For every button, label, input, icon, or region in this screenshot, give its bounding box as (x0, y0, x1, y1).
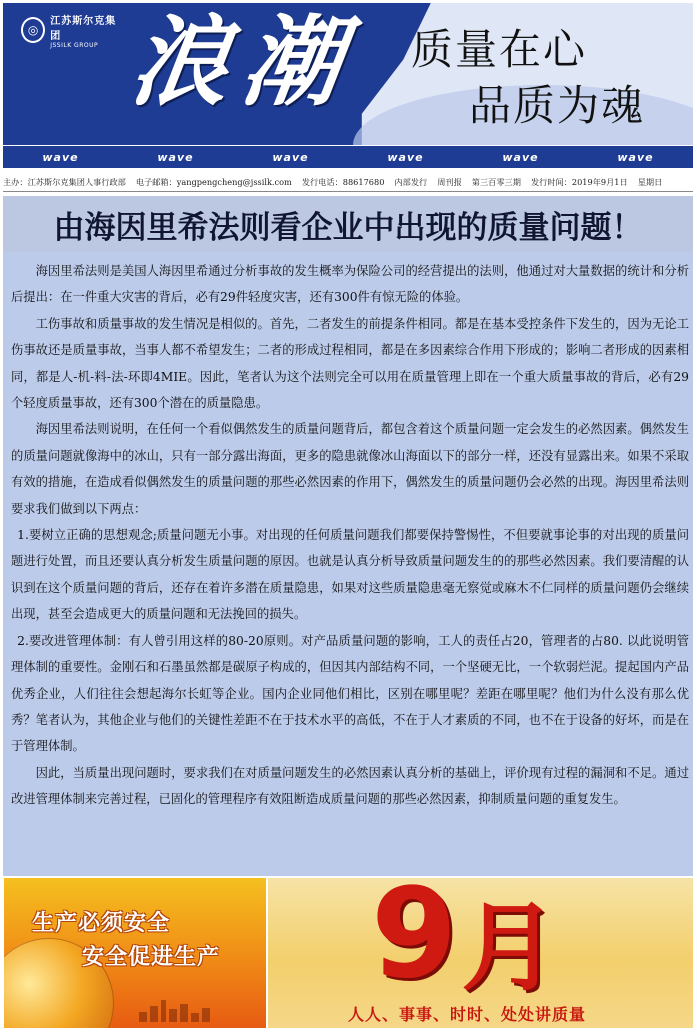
masthead (3, 3, 693, 145)
wave-word: wave (152, 151, 198, 164)
logo-cn: 江苏斯尔克集团 (50, 15, 117, 42)
logo-en: JSSILK GROUP (50, 41, 99, 49)
company-logo (21, 13, 121, 47)
building-shape (161, 1000, 166, 1022)
building-shape (180, 1004, 188, 1022)
article-paragraph: 因此，当质量出现问题时，要求我们在对质量问题发生的必然因素认真分析的基础上，评价现有过程的漏洞和不足。通过改进管理体制来完善过程，已固化的管理程序有效阻断造成质量问题的那些必然因素，抑制质量问题的重复发生。 (11, 765, 689, 807)
info-phone: 发行电话：88617680 (301, 177, 385, 187)
article-paragraph: 海因里希法则是美国人海因里希通过分析事故的发生概率为保险公司的经营提出的法则，他通过对大量数据的统计和分析后提出：在一件重大灾害的背后，必有29件轻度灾害，还有300件有惊无险的体验。 (11, 264, 689, 305)
building-shape (139, 1012, 147, 1022)
city-skyline-graphic (139, 1000, 249, 1022)
info-email: 电子邮箱：yangpengcheng@jssilk.com (135, 177, 292, 187)
publication-info (3, 174, 693, 192)
article-headline: 由海因里希法则看企业中出现的质量问题！ (3, 196, 693, 252)
wave-word: wave (497, 151, 543, 164)
wave-word: wave (267, 151, 313, 164)
article-paragraph: 工伤事故和质量事故的发生情况是相似的。首先，二者发生的前提条件相同。都是在基本受控条件下发生的，因为无论工伤事故还是质量事故，当事人都不希望发生；二者的形成过程相同，都是在多因素综合作用下形成的；影响二者形成的因素相同，都是人-机-料-法-环即4MIE。因此，笔者认为这个法则完全可以用在质量管理上即在一个重大质量事故的背后，必有29个轻度质量事故，还有300个潜在的质量隐患。 (11, 316, 689, 411)
wave-word: wave (612, 151, 658, 164)
building-shape (150, 1006, 158, 1022)
safety-slogan-2: 安全促进生产 (82, 945, 221, 970)
wave-strip (3, 146, 693, 168)
building-shape (169, 1009, 177, 1022)
month-number: 9 (371, 878, 458, 1006)
info-weekday: 星期日 (637, 177, 663, 187)
wave-word: wave (37, 151, 83, 164)
info-frequency: 周刊报 (437, 177, 462, 187)
info-issue: 第三百零三期 (471, 177, 521, 187)
article-section (3, 196, 693, 876)
article-point-1: 1.要树立正确的思想观念;质量问题无小事。对出现的任何质量问题我们都要保持警惕性，不但要就事论事的对出现的质量问题进行处置，而且还要认真分析发生质量问题的原因。也就是认真分析导致质量问题发生的的那些必然因素。我们要清醒的认识到在这个质量问题的背后，还存在着许多潜在质量隐患，如果对这些质量隐患毫无察觉或麻木不仁同样的质量问题仍会继续出现，甚至会造成更大的质量问题和无法挽回的损失。 (11, 528, 689, 622)
logo-globe-icon: ◎ (21, 17, 45, 43)
month-heading (371, 878, 558, 1006)
quality-month-banner (268, 878, 693, 1028)
slogan-line-2: 品质为魂 (469, 81, 646, 130)
safety-banner (4, 878, 266, 1028)
safety-slogan-1: 生产必须安全 (32, 911, 171, 936)
newspaper-title: 浪潮 (123, 5, 364, 120)
building-shape (191, 1013, 199, 1022)
info-distribution: 内部发行 (394, 177, 428, 187)
wave-word: wave (382, 151, 428, 164)
info-host: 主办：江苏斯尔克集团人事行政部 (3, 177, 126, 187)
article-point-2: 2.要改进管理体制：有人曾引用这样的80-20原则。对产品质量问题的影响，工人的责任占20，管理者的占80. 以此说明管理体制的重要性。金刚石和石墨虽然都是碳原子构成的，但因其内部结构不同，一个坚硬无比，一个软弱烂泥。提起国内产品优秀企业，人们往往会想起海尔长虹等企业。国内企业同他们相比，区别在哪里呢？差距在哪里呢？他们为什么没有那么优秀？笔者认为，其他企业与他们的关键性差距不在于技术水平的高低，不在于人才素质的不同，也不在于设备的好坏，而是在于管理体制。 (11, 633, 689, 754)
quality-slogan: 人人、事事、时时、处处讲质量 (348, 1005, 587, 1024)
building-shape (202, 1008, 210, 1022)
article-body (11, 258, 689, 813)
info-date: 发行时间：2019年9月1日 (530, 177, 628, 187)
article-paragraph: 海因里希法则说明，在任何一个看似偶然发生的质量问题背后，都包含着这个质量问题一定会发生的必然因素。偶然发生的质量问题就像海中的冰山，只有一部分露出海面，更多的隐患就像冰山海面以下的部分一样，还没有显露出来。如果不采取有效的措施，在造成看似偶然发生的质量问题的那些必然因素的作用下，偶然发生的质量问题仍会必然的出现。海因里希法则要求我们做到以下两点： (11, 422, 689, 516)
slogan-line-1: 质量在心 (411, 25, 588, 74)
month-character: 月 (461, 892, 558, 1004)
logo-text (50, 12, 121, 49)
